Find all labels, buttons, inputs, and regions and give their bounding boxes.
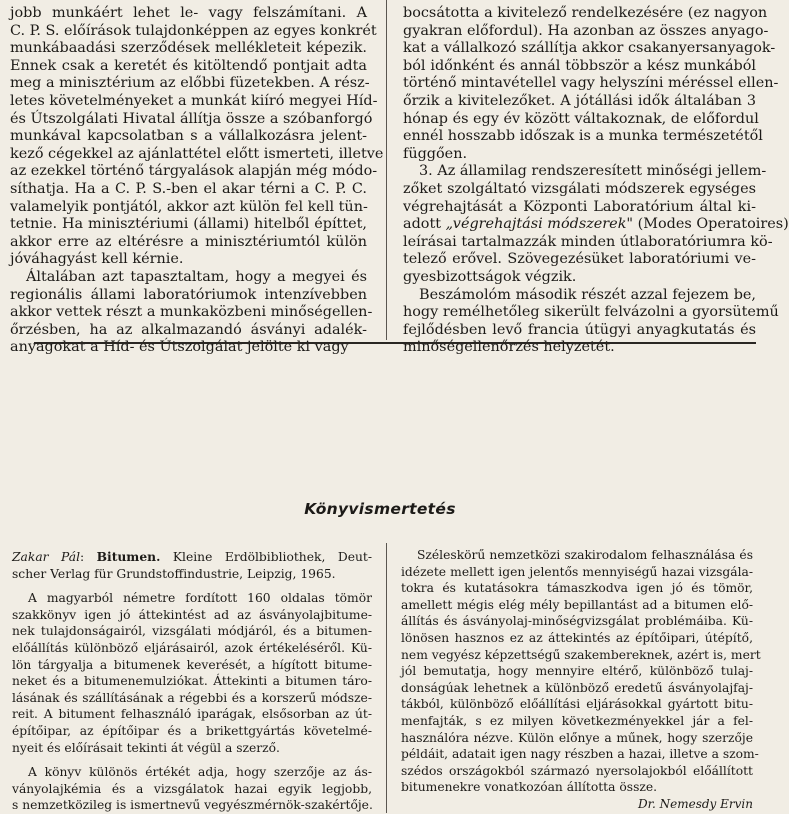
- text-line: donságúak lehetnek a különböző eredetű ásványolajfaj-: [401, 680, 753, 695]
- text-line: nek tulajdonságairól, vizsgálati módjáról, és a bitumen-: [12, 624, 372, 639]
- text-line: tákból, különböző előállítási eljárásokkal gyártott bitu-: [401, 697, 753, 712]
- text-line: neket és a bitumenemulziókat. Áttekinti a bitumen táro-: [12, 674, 372, 689]
- text-line: az ezekkel történő tárgyalások alapján még módo-: [10, 163, 378, 180]
- text-line: ványolajkémia és a vizsgálatok hazai egyik legjobb,: [12, 781, 372, 796]
- text-line: letes követelményeket a munkát kiíró megyei Híd-: [10, 92, 378, 109]
- article-right-paragraph-3: [403, 286, 779, 357]
- text-line: munkával kapcsolatban s a vállalkozásra jelent-: [10, 128, 367, 145]
- text-line: jól bemutatja, hogy mennyire eltérő, különböző tulaj-: [401, 664, 753, 679]
- column-divider: [386, 543, 387, 813]
- text-line: nem vegyész képzettségű szakembereknek, azért is, mert: [401, 647, 761, 662]
- article-right-paragraph-2: [403, 163, 789, 286]
- text-line: előállítás különböző eljárásairól, azok értékeléséről. Kü-: [12, 640, 372, 655]
- text-line: történő mintavétellel vagy helyszíni méréssel ellen-: [403, 75, 779, 92]
- text-line: ennél hosszabb időszak is a munka természetétől: [403, 128, 763, 145]
- review-left-paragraph-2: [12, 764, 372, 814]
- text-line: akkor erre az eltérésre a minisztériumtól külön: [10, 233, 367, 250]
- text-line: kező cégekkel az ajánlattétel előtt ismerteti, illetve: [10, 145, 384, 162]
- citation-line: Zakar Pál: Bitumen. Kleine Erdölbibliothek, Deut-: [12, 549, 372, 564]
- article-left-column: [10, 5, 384, 357]
- text-line: lönösen hasznos ez az áttekintés az építőipari, útépítő,: [401, 630, 753, 645]
- text-line: 3. Az államilag rendszeresített minőségi jellem-: [419, 163, 767, 180]
- text-line: A magyarból németre fordított 160 oldalas tömör: [28, 591, 372, 606]
- text-line: C. P. S. előírások tulajdonképpen az egyes konkrét: [10, 22, 377, 39]
- text-line: menfajták, s ez milyen következményekkel jár a fel-: [401, 713, 753, 728]
- text-line: állítás és ásványolaj-minőségvizsgálat problémáiba. Kü-: [401, 614, 753, 629]
- italic-term: „végrehajtási módszerek": [445, 216, 634, 233]
- review-left-column: [12, 549, 372, 814]
- text-line: akkor vettek részt a munkaközbeni minőségellen-: [10, 304, 373, 321]
- text-line: Ennek csak a keretét és kitöltendő pontjait adta: [10, 57, 367, 74]
- section-rule: [34, 342, 756, 344]
- text-line: szédos országokból származó nyersolajokból előállított: [401, 763, 753, 778]
- text-line: tokra és kutatásokra támaszkodva igen jó és tömör,: [401, 581, 753, 596]
- article-right-paragraph-1: [403, 5, 779, 163]
- text-line: lön tárgyalja a bitumenek keverését, a hígított bitume-: [12, 657, 372, 672]
- text-line: jobb munkáért lehet le- vagy felszámítani. A: [10, 5, 367, 21]
- text-line: bitumenekre vonatkozóan állította össze.: [401, 780, 658, 795]
- text-line: építőipar, az építőipar és a brikettgyártás követelmé-: [12, 723, 372, 738]
- text-line: munkábaadási szerződések mellékleteit képezik.: [10, 40, 367, 57]
- text-line: jóváhagyást kell kérnie.: [10, 251, 184, 268]
- text-line: meg a minisztérium az előbbi füzetekben. A rész-: [10, 75, 370, 92]
- text-line: Széleskörű nemzetközi szakirodalom felhasználása és: [417, 548, 753, 562]
- review-right-column: [401, 547, 761, 812]
- text-line: használóra nézve. Külön előnye a műnek, hogy szerzője: [401, 730, 753, 745]
- text-line: végrehajtását a Központi Laboratórium által ki-: [403, 198, 756, 215]
- citation-line: scher Verlag für Grundstoffindustrie, Leipzig, 1965.: [12, 566, 336, 581]
- text-line: tetnie. Ha minisztériumi (állami) hitelből építtet,: [10, 216, 367, 233]
- text-line: regionális állami laboratóriumok intenzívebben: [10, 286, 367, 303]
- text-line: példáit, adatait igen nagy részben a hazai, illetve a szom-: [401, 747, 759, 762]
- text-line: reit. A bitument felhasználó iparágak, elsősorban az út-: [12, 707, 372, 722]
- citation-title: Bitumen.: [96, 549, 161, 564]
- review-right-paragraph: [401, 547, 761, 796]
- text-line: hogy remélhetőleg sikerült felvázolni a gyorsütemű: [403, 304, 779, 321]
- text-line: minőségellenőrzés helyzetét.: [403, 339, 615, 356]
- text-line: zőket szolgáltató vizsgálati módszerek egységes: [403, 180, 756, 197]
- text-line: gyakran előfordul). Ha azonban az összes anyago-: [403, 22, 769, 39]
- text-line: függően.: [403, 145, 468, 162]
- text-line: gyesbizottságok végzik.: [403, 268, 577, 285]
- signature: Dr. Nemesdy Ervin: [637, 796, 753, 811]
- text-line: s nemzetközileg is ismertnevű vegyészmérnök-szakértője.: [12, 798, 373, 813]
- text-line: leírásai tartalmazzák minden útlaboratóriumra kö-: [403, 233, 773, 250]
- text-line: idézete mellett igen jelentős mennyiségű hazai vizsgála-: [401, 564, 753, 579]
- text-line: őrzik a kivitelezőket. A jótállási idők általában 3: [403, 92, 756, 109]
- review-left-paragraph-1: [12, 590, 372, 756]
- column-divider: [386, 0, 387, 340]
- text-line: valamelyik pontjától, akkor azt külön fel kell tün-: [10, 198, 368, 215]
- text-line: kat a vállalkozó szállítja akkor csakanyersanyagok-: [403, 40, 776, 57]
- citation-author: Zakar Pál: [12, 550, 80, 564]
- text-line: telező erővel. Szövegezésüket laboratóriumi ve-: [403, 251, 756, 268]
- article-left-text: [10, 5, 384, 357]
- text-line: Beszámolóm második részét azzal fejezem be,: [419, 286, 756, 303]
- text-line: őrzésben, ha az alkalmazandó ásványi adalék-: [10, 321, 367, 338]
- text-line: síthatja. Ha a C. P. S.-ben el akar térni a C. P. C.: [10, 180, 367, 197]
- text-line: anyagokat a Híd- és Útszolgálat jelölte ki vagy: [10, 339, 349, 356]
- text-line: hónap és egy év között váltakoznak, de előfordul: [403, 110, 759, 127]
- text-line: adott „végrehajtási módszerek" (Modes Operatoires): [403, 216, 789, 233]
- article-left-paragraph: [10, 5, 384, 269]
- text-line: A könyv különös értékét adja, hogy szerzője az ás-: [28, 765, 372, 780]
- article-right-column: [403, 5, 789, 357]
- text-line: ból időnként és annál többször a kész munkából: [403, 57, 756, 74]
- text-line: amellett mégis elég mély bepillantást ad a bitumen elő-: [401, 597, 753, 612]
- text-line: és Útszolgálati Hivatal állítja össze a szóbanforgó: [10, 110, 373, 127]
- text-line: fejlődésben levő francia útügyi anyagkutatás és: [403, 321, 756, 338]
- text-line: szakkönyv igen jó áttekintést ad az ásványolajbitume-: [12, 607, 372, 622]
- section-heading: Könyvismertetés: [304, 500, 456, 518]
- text-line: lásának és szállításának a régebbi és a korszerű módsze-: [12, 690, 372, 705]
- text-line: bocsátotta a kivitelező rendelkezésére (ez nagyon: [403, 5, 768, 21]
- text-line: nyeit és előírásait tekinti át végül a szerző.: [12, 740, 280, 755]
- text-line: Általában azt tapasztaltam, hogy a megyei és: [26, 268, 367, 285]
